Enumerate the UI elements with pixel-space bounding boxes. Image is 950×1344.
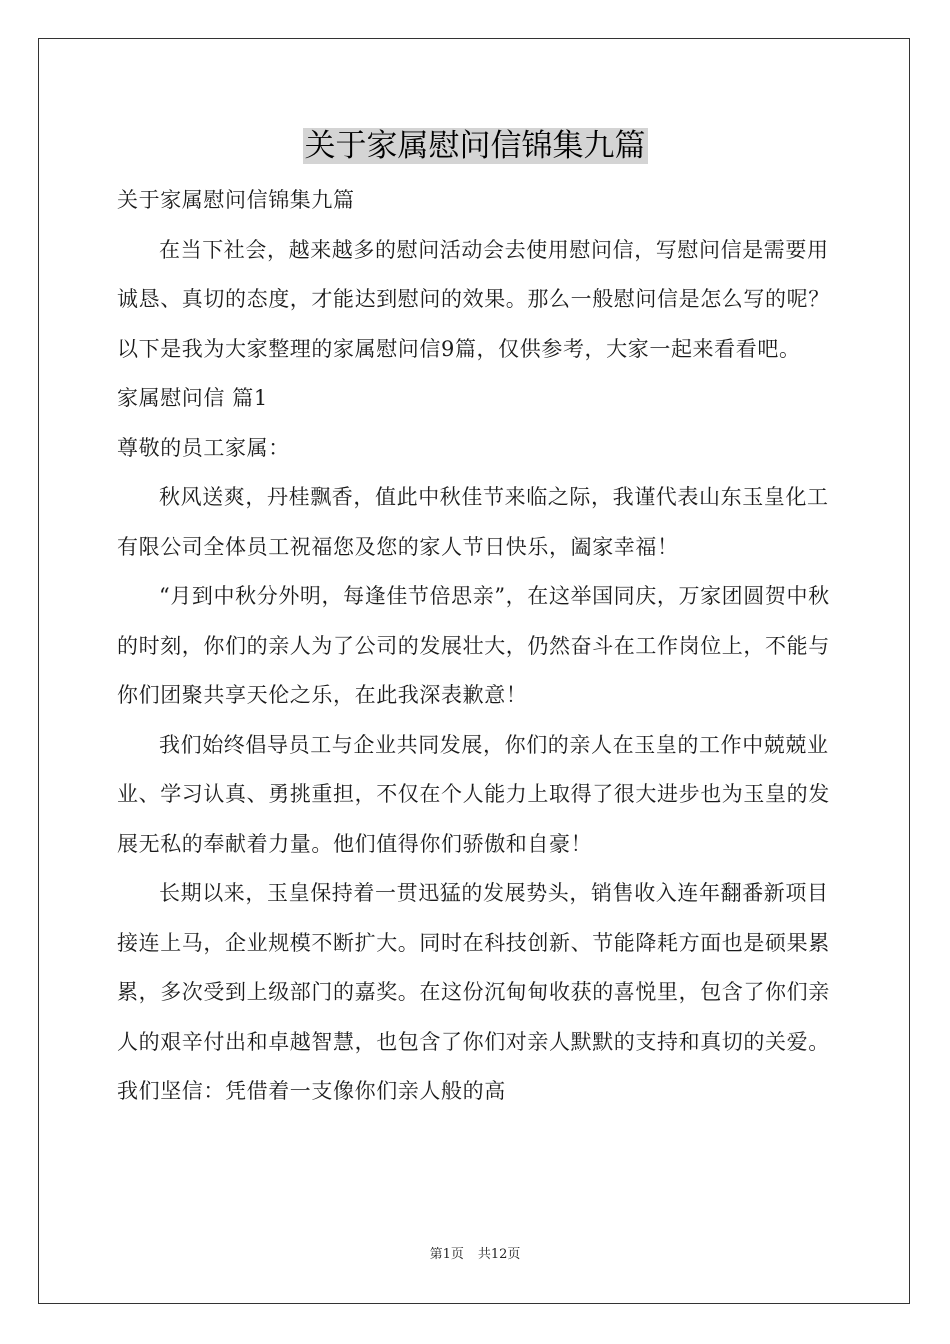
document-subtitle: 关于家属慰问信锦集九篇 — [117, 188, 355, 212]
body-paragraph: 秋风送爽，丹桂飘香，值此中秋佳节来临之际，我谨代表山东玉皇化工有限公司全体员工祝福您及您的家人节日快乐，阖家幸福！ — [117, 485, 829, 559]
page-number-current: 第1页 — [429, 1247, 464, 1262]
page-number-total: 共12页 — [477, 1247, 521, 1262]
body-paragraph: 长期以来，玉皇保持着一贯迅猛的发展势头，销售收入连年翻番新项目接连上马，企业规模不断扩大。同时在科技创新、节能降耗方面也是硕果累累，多次受到上级部门的嘉奖。在这份沉甸甸收获的喜悦里，包含了你们亲人的艰辛付出和卓越智慧，也包含了你们对亲人默默的支持和真切的关爱。我们坚信：凭借着一支像你们亲人般的高 — [117, 881, 830, 1103]
salutation: 尊敬的员工家属： — [117, 435, 290, 460]
document-title-text: 关于家属慰问信锦集九篇 — [304, 128, 646, 164]
section-heading: 家属慰问信 篇1 — [117, 386, 268, 410]
body-paragraph: 我们始终倡导员工与企业共同发展，你们的亲人在玉皇的工作中兢兢业业、学习认真、勇挑重担，不仅在个人能力上取得了很大进步也为玉皇的发展无私的奉献着力量。他们值得你们骄傲和自豪！ — [117, 732, 830, 856]
intro-paragraph: 在当下社会，越来越多的慰问活动会去使用慰问信，写慰问信是需要用诚恳、真切的态度，才能达到慰问的效果。那么一般慰问信是怎么写的呢？以下是我为大家整理的家属慰问信9篇，仅供参考，大家一起来看看吧。 — [117, 237, 830, 361]
document-title — [0, 124, 950, 168]
document-body — [117, 176, 833, 1117]
body-paragraph: “月到中秋分外明，每逢佳节倍思亲”，在这举国同庆，万家团圆贺中秋的时刻，你们的亲人为了公司的发展壮大，仍然奋斗在工作岗位上，不能与你们团聚共享天伦之乐，在此我深表歉意！ — [117, 584, 830, 707]
page-footer — [0, 1245, 950, 1265]
